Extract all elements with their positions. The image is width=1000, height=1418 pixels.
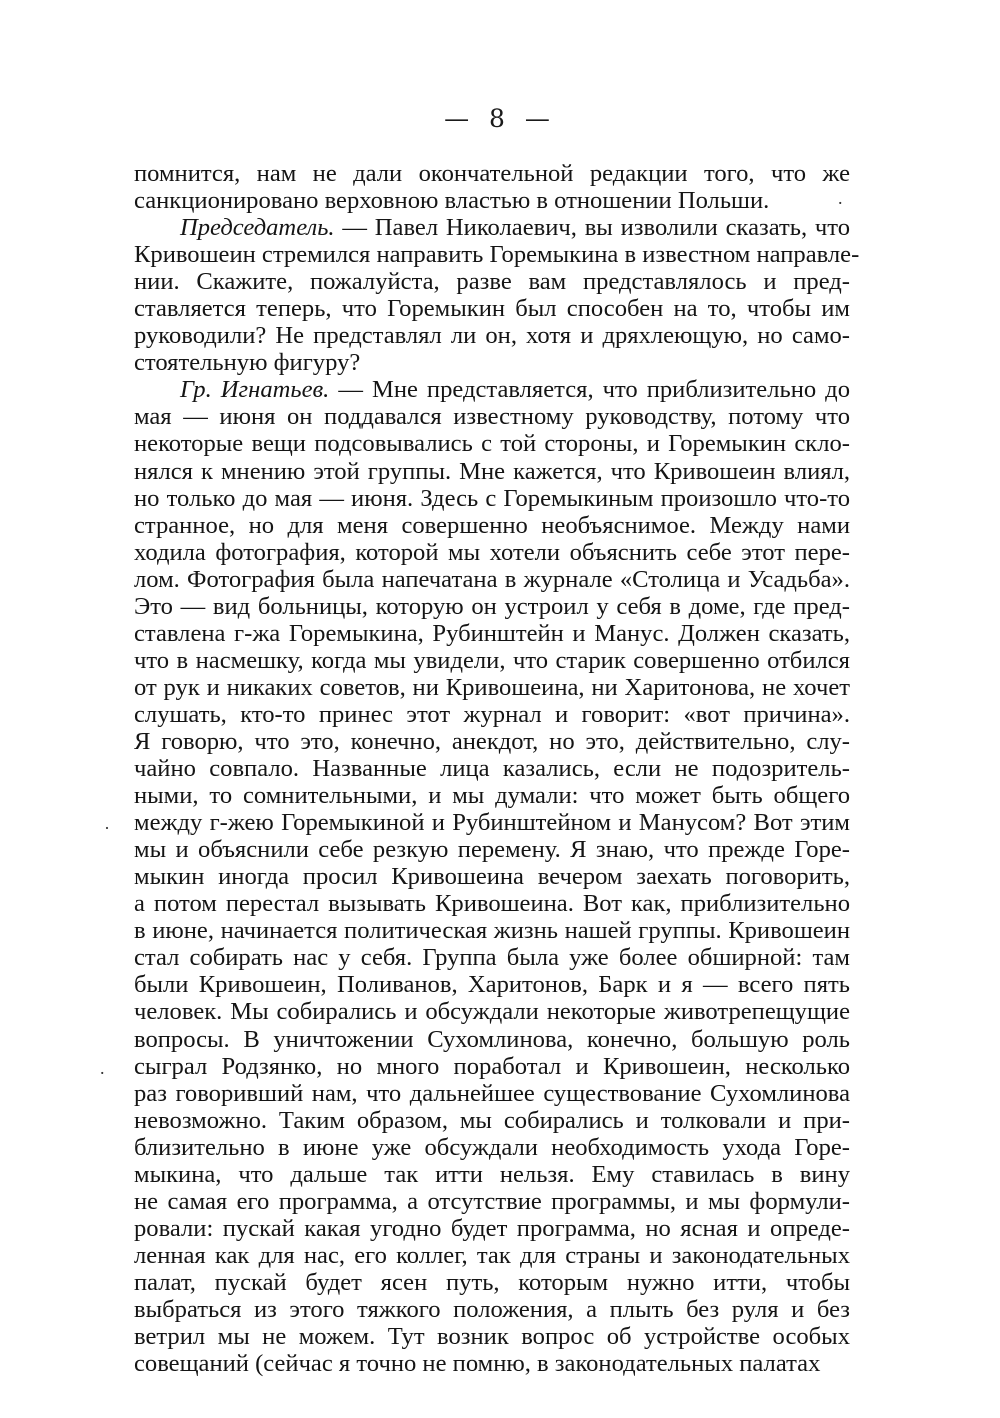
text-line: невозможно. Таким образом, мы собирались и толковали и при- bbox=[134, 1106, 850, 1134]
text-line: нялся к мнению этой группы. Мне кажется, что Кривошеин влиял, bbox=[134, 457, 850, 485]
text-line: помнится, нам не дали окончательной редакции того, что же bbox=[134, 160, 850, 187]
scan-speck: . bbox=[100, 1058, 105, 1078]
speaker-name: Гр. Игнатьев. bbox=[180, 376, 330, 404]
text-line: слушать, кто-то принес этот журнал и говорит: «вот причина». bbox=[134, 700, 850, 728]
text-line: но только до мая — июня. Здесь с Горемыкиным произошло что-то bbox=[134, 484, 850, 512]
text-line: некоторые вещи подсовывались с той стороны, и Горемыкин скло- bbox=[134, 430, 850, 458]
text-span: — Павел Николаевич, вы изволили сказать, что bbox=[334, 214, 850, 242]
text-line: руководили? Не представлял ли он, хотя и дряхлеющую, но само- bbox=[134, 322, 850, 350]
text-line: были Кривошеин, Поливанов, Харитонов, Барк и я — всего пять bbox=[134, 971, 850, 999]
text-line: между г-жею Горемыкиной и Рубинштейном и Манусом? Вот этим bbox=[134, 809, 850, 837]
text-line: а потом перестал вызывать Кривошеина. Вот как, приблизительно bbox=[134, 890, 850, 918]
text-line bbox=[134, 376, 850, 403]
text-line: стоятельную фигуру? bbox=[134, 349, 361, 377]
text-line: близительно в июне уже обсуждали необходимость ухода Горе- bbox=[134, 1133, 850, 1161]
text-line: ветрил мы не можем. Тут возник вопрос об устройстве особых bbox=[134, 1323, 850, 1351]
text-line: мыкина, что дальше так итти нельзя. Ему ставилась в вину bbox=[134, 1160, 850, 1188]
speaker-name: Председатель. bbox=[180, 214, 335, 242]
text-line bbox=[134, 214, 850, 241]
text-line: вопросы. В уничтожении Сухомлинова, конечно, большую роль bbox=[134, 1025, 850, 1053]
body-text bbox=[134, 160, 860, 1378]
text-line: чайно совпало. Названные лица казались, если не подозритель- bbox=[134, 755, 850, 783]
scan-speck: · bbox=[104, 818, 110, 838]
text-line: совещаний (сейчас я точно не помню, в законодательных палатах bbox=[134, 1350, 821, 1378]
text-line: Это — вид больницы, которую он устроил у себя в доме, где пред- bbox=[134, 592, 850, 620]
text-line: что в насмешку, когда мы увидели, что старик совершенно отбился bbox=[134, 646, 850, 674]
text-line: ровали: пускай какая угодно будет программа, но ясная и опреде- bbox=[134, 1214, 850, 1242]
text-line: не самая его программа, а отсутствие программы, и мы формули- bbox=[134, 1187, 850, 1215]
text-line: ходила фотография, которой мы хотели объяснить себе этот пере- bbox=[134, 538, 850, 566]
text-line: мы и объяснили себе резкую перемену. Я знаю, что прежде Горе- bbox=[134, 836, 850, 864]
text-line: палат, пускай будет ясен путь, которым нужно итти, чтобы bbox=[134, 1268, 850, 1296]
text-line: раз говоривший нам, что дальнейшее существование Сухомлинова bbox=[134, 1079, 850, 1107]
text-line: странное, но для меня совершенно необъяснимое. Между нами bbox=[134, 511, 850, 539]
text-line: ными, то сомнительными, и мы думали: что может быть общего bbox=[134, 782, 850, 810]
text-line: ленная как для нас, его коллег, так для страны и законодательных bbox=[134, 1241, 850, 1269]
scan-speck: . bbox=[838, 188, 843, 208]
text-line: от рук и никаких советов, ни Кривошеина, ни Харитонова, не хочет bbox=[134, 673, 850, 701]
text-line: Я говорю, что это, конечно, анекдот, но это, действительно, слу- bbox=[134, 727, 850, 755]
text-line: ставляется теперь, что Горемыкин был способен на то, чтобы им bbox=[134, 295, 850, 323]
text-line: мая — июня он поддавался известному руководству, потому что bbox=[134, 403, 850, 431]
text-line: сыграл Родзянко, но много поработал и Кривошеин, несколько bbox=[134, 1052, 850, 1080]
text-line: мыкин иногда просил Кривошеина вечером заехать поговорить, bbox=[134, 863, 850, 891]
text-line: человек. Мы собирались и обсуждали некоторые животрепещущие bbox=[134, 998, 850, 1026]
text-line: выбраться из этого тяжкого положения, а плыть без руля и без bbox=[134, 1295, 850, 1323]
text-line: в июне, начинается политическая жизнь нашей группы. Кривошеин bbox=[134, 917, 850, 945]
text-span: — Мне представляется, что приблизительно до bbox=[329, 376, 850, 404]
text-line: ставлена г-жа Горемыкина, Рубинштейн и Манус. Должен сказать, bbox=[134, 619, 850, 647]
text-line: нии. Скажите, пожалуйста, разве вам представлялось и пред- bbox=[134, 268, 850, 296]
page-number: — 8 — bbox=[444, 104, 556, 133]
text-line: санкционировано верховною властью в отношении Польши. bbox=[134, 187, 770, 215]
text-line: лом. Фотография была напечатана в журнале «Столица и Усадьба». bbox=[134, 565, 850, 593]
text-line: стал собирать нас у себя. Группа была уже более обширной: там bbox=[134, 944, 850, 972]
text-line: Кривошеин стремился направить Горемыкина в известном направле- bbox=[134, 241, 860, 269]
